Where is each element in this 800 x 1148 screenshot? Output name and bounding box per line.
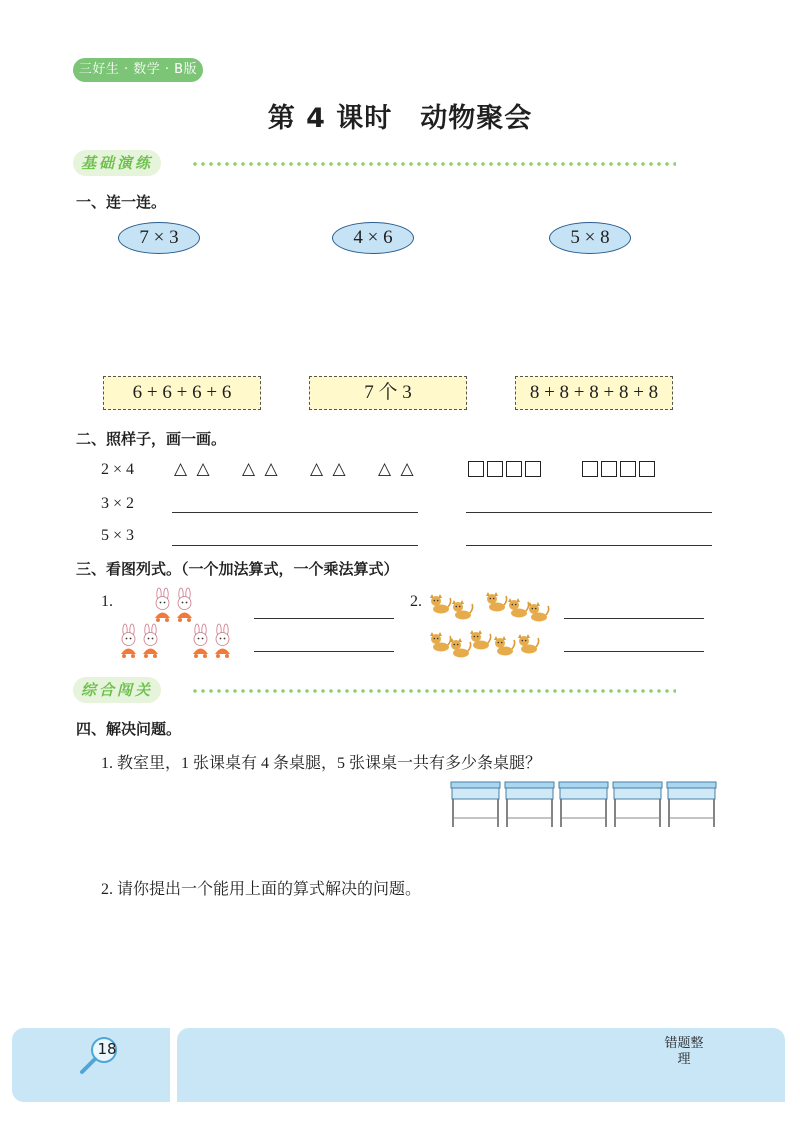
bunny-picture [118,586,238,666]
square-group-1 [468,461,541,477]
addition-box-2[interactable]: 7 个 3 [309,376,467,410]
section-banner-comprehensive [73,677,676,703]
oval-expression-3[interactable]: 5 × 8 [549,222,631,254]
answer-line[interactable] [564,651,704,652]
cat-picture [428,590,550,665]
oval-expression-1[interactable]: 7 × 3 [118,222,200,254]
triangle-group-1: △ △ [174,459,212,479]
bunny-icon [177,588,192,622]
q3-heading: 三、看图列式。（一个加法算式，一个乘法算式） [76,560,399,578]
cat-icon [508,598,529,618]
triangle-group-4: △ △ [378,459,416,479]
dotted-divider [191,689,676,693]
section-banner-basic [73,150,676,176]
section-label-comprehensive: 综合闯关 [73,677,161,703]
answer-line[interactable] [254,618,394,619]
bunny-icon [143,624,158,658]
square-icon [582,461,598,477]
wrong-questions-label: 错题整理 [664,1036,704,1067]
desk-icon [451,782,500,827]
square-group-2 [582,461,655,477]
answer-line[interactable] [466,545,712,546]
answer-line[interactable] [172,545,418,546]
cat-icon [528,602,549,622]
cat-icon [430,594,451,614]
desk-icon [505,782,554,827]
square-icon [620,461,636,477]
expression-row-2: 3 × 2 [101,495,135,512]
page-number: 18 [97,1040,117,1058]
problem-2-text: 2. 请你提出一个能用上面的算式解决的问题。 [101,881,422,898]
bunny-icon [155,588,170,622]
q4-heading: 四、解决问题。 [76,720,182,738]
bunny-icon [215,624,230,658]
expression-row-3: 5 × 3 [101,527,135,544]
answer-line[interactable] [564,618,704,619]
problem-1-text: 1. 教室里，1 张课桌有 4 条桌腿，5 张课桌一共有多少条桌腿？ [101,755,542,772]
dotted-divider [191,162,676,166]
square-icon [601,461,617,477]
square-icon [468,461,484,477]
square-icon [525,461,541,477]
q1-heading: 一、连一连。 [76,193,167,211]
cat-icon [452,600,473,620]
example-expression: 2 × 4 [101,461,135,478]
square-icon [639,461,655,477]
addition-box-1[interactable]: 6 + 6 + 6 + 6 [103,376,261,410]
desk-icon [667,782,716,827]
desk-icon [613,782,662,827]
section-label-basic: 基础演练 [73,150,161,176]
q2-heading: 二、照样子，画一画。 [76,430,227,448]
bunny-icon [121,624,136,658]
desk-icon [559,782,608,827]
oval-expression-2[interactable]: 4 × 6 [332,222,414,254]
cat-icon [518,634,539,654]
cat-icon [450,638,471,658]
picture-label-2: 2. [410,593,422,610]
addition-box-3[interactable]: 8 + 8 + 8 + 8 + 8 [515,376,673,410]
triangle-group-2: △ △ [242,459,280,479]
cat-icon [430,632,451,652]
square-icon [487,461,503,477]
series-badge: 三好生 · 数学 · B版 [73,58,203,82]
bunny-icon [193,624,208,658]
square-icon [506,461,522,477]
cat-icon [486,592,507,612]
picture-label-1: 1. [101,593,113,610]
triangle-group-3: △ △ [310,459,348,479]
cat-icon [470,630,491,650]
answer-line[interactable] [254,651,394,652]
page-title: 第 4 课时 动物聚会 [267,103,533,134]
answer-line[interactable] [466,512,712,513]
answer-line[interactable] [172,512,418,513]
desks-picture [450,780,724,830]
cat-icon [494,636,515,656]
